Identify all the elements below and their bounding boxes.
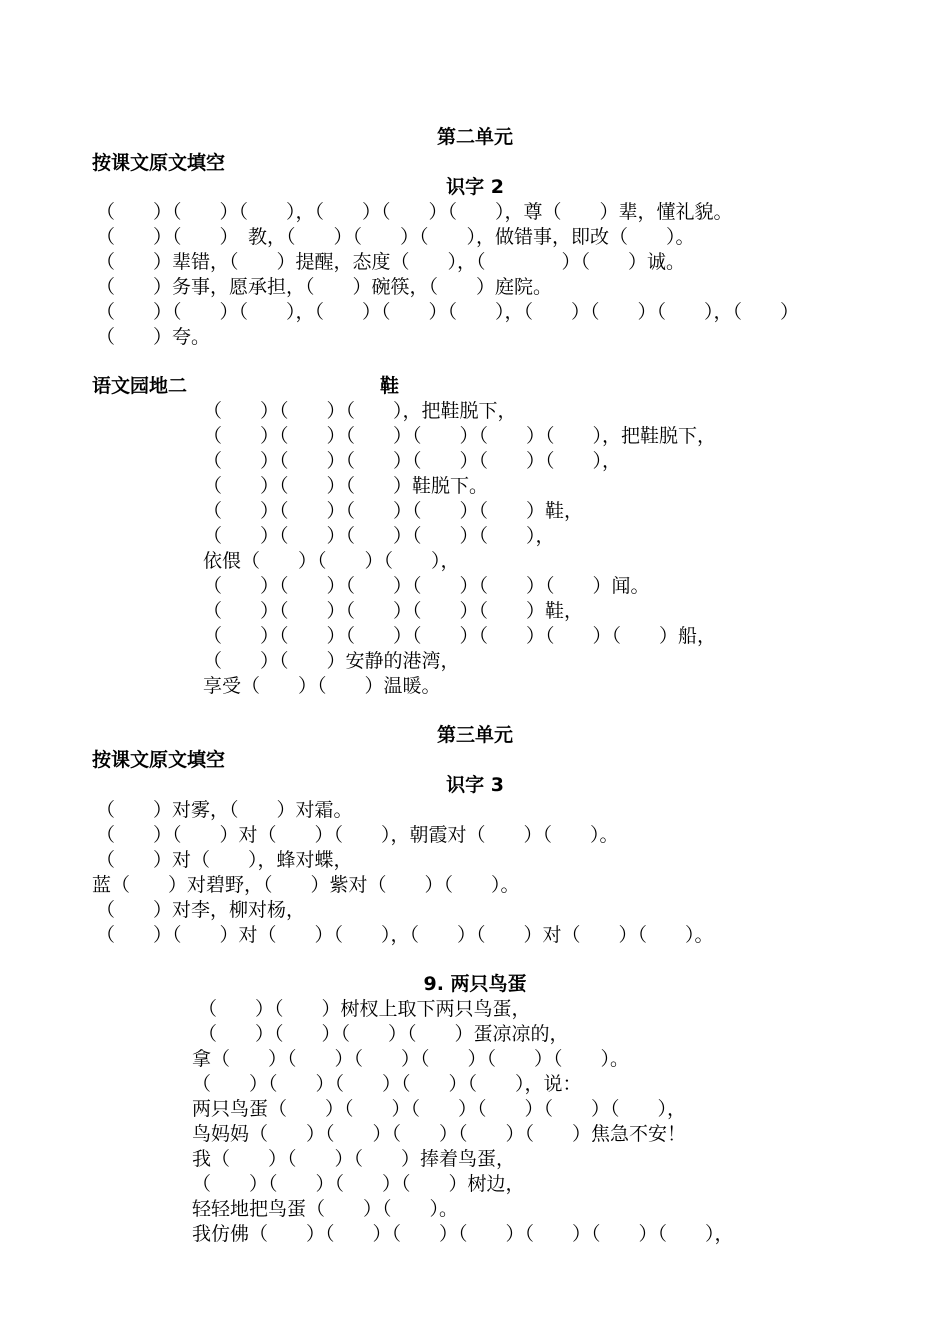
lesson9-line-4: （ ）（ ）（ ）（ ）（ ），说： <box>192 1073 582 1095</box>
garden2-line-1: （ ）（ ）（ ），把鞋脱下， <box>203 400 517 422</box>
unit2-line-5: （ ）（ ）（ ），（ ）（ ）（ ），（ ）（ ）（ ），（ ） <box>96 301 800 323</box>
lesson9-line-3: 拿（ ）（ ）（ ）（ ）（ ）（ ）。 <box>192 1048 630 1070</box>
lesson9-title: 9. 两只鸟蛋 <box>423 973 527 995</box>
unit3-line-3: （ ）对（ ），蜂对蝶， <box>96 849 353 871</box>
lesson9-line-2: （ ）（ ）（ ）（ ）蛋凉凉的， <box>198 1023 569 1045</box>
unit3-line-5: （ ）对李，柳对杨， <box>96 899 306 921</box>
garden2-label: 语文园地二 <box>92 375 188 397</box>
garden2-line-2: （ ）（ ）（ ）（ ）（ ）（ ），把鞋脱下， <box>203 425 717 447</box>
unit3-line-1: （ ）对雾，（ ）对霜。 <box>96 799 353 821</box>
unit2-lesson-title: 识字 2 <box>446 176 504 198</box>
unit2-line-4: （ ）务事，愿承担，（ ）碗筷，（ ）庭院。 <box>96 276 553 298</box>
lesson9-line-9: 轻轻地把鸟蛋（ ）（ ）。 <box>192 1198 459 1220</box>
garden2-line-8: （ ）（ ）（ ）（ ）（ ）（ ）闻。 <box>203 575 650 597</box>
unit3-line-6: （ ）（ ）对（ ）（ ），（ ）（ ）对（ ）（ ）。 <box>96 924 714 946</box>
unit2-subtitle: 按课文原文填空 <box>92 152 226 174</box>
unit3-lesson-title: 识字 3 <box>446 774 504 796</box>
lesson9-line-5: 两只鸟蛋（ ）（ ）（ ）（ ）（ ）（ ）， <box>192 1098 687 1120</box>
unit2-title: 第二单元 <box>436 126 514 148</box>
garden2-lesson-title: 鞋 <box>380 375 400 397</box>
unit3-line-2: （ ）（ ）对（ ）（ ），朝霞对（ ）（ ）。 <box>96 824 619 846</box>
unit3-title: 第三单元 <box>436 724 514 746</box>
garden2-line-4: （ ）（ ）（ ）鞋脱下。 <box>203 475 489 497</box>
garden2-line-11: （ ）（ ）安静的港湾， <box>203 650 460 672</box>
garden2-line-5: （ ）（ ）（ ）（ ）（ ）鞋， <box>203 500 584 522</box>
unit2-line-3: （ ）辈错，（ ）提醒，态度（ ），（ ）（ ）诚。 <box>96 251 686 273</box>
garden2-line-7: 依偎（ ）（ ）（ ）， <box>203 550 460 572</box>
lesson9-line-8: （ ）（ ）（ ）（ ）树边， <box>192 1173 525 1195</box>
garden2-line-9: （ ）（ ）（ ）（ ）（ ）鞋， <box>203 600 584 622</box>
garden2-line-12: 享受（ ）（ ）温暖。 <box>203 675 441 697</box>
garden2-line-3: （ ）（ ）（ ）（ ）（ ）（ ）， <box>203 450 622 472</box>
unit3-line-4: 蓝（ ）对碧野，（ ）紫对（ ）（ ）。 <box>92 874 520 896</box>
garden2-line-6: （ ）（ ）（ ）（ ）（ ）， <box>203 525 555 547</box>
lesson9-line-1: （ ）（ ）树杈上取下两只鸟蛋， <box>198 998 531 1020</box>
garden2-line-10: （ ）（ ）（ ）（ ）（ ）（ ）（ ）船， <box>203 625 717 647</box>
unit2-line-2: （ ）（ ） 教，（ ）（ ）（ ），做错事，即改（ ）。 <box>96 226 695 248</box>
lesson9-line-6: 鸟妈妈（ ）（ ）（ ）（ ）（ ）焦急不安！ <box>192 1123 687 1145</box>
lesson9-line-7: 我（ ）（ ）（ ）捧着鸟蛋， <box>192 1148 516 1170</box>
unit3-subtitle: 按课文原文填空 <box>92 749 226 771</box>
lesson9-line-10: 我仿佛（ ）（ ）（ ）（ ）（ ）（ ）（ ）， <box>192 1223 734 1245</box>
unit2-line-6: （ ）夸。 <box>96 326 211 348</box>
unit2-line-1: （ ）（ ）（ ），（ ）（ ）（ ），尊（ ）辈，懂礼貌。 <box>96 201 733 223</box>
